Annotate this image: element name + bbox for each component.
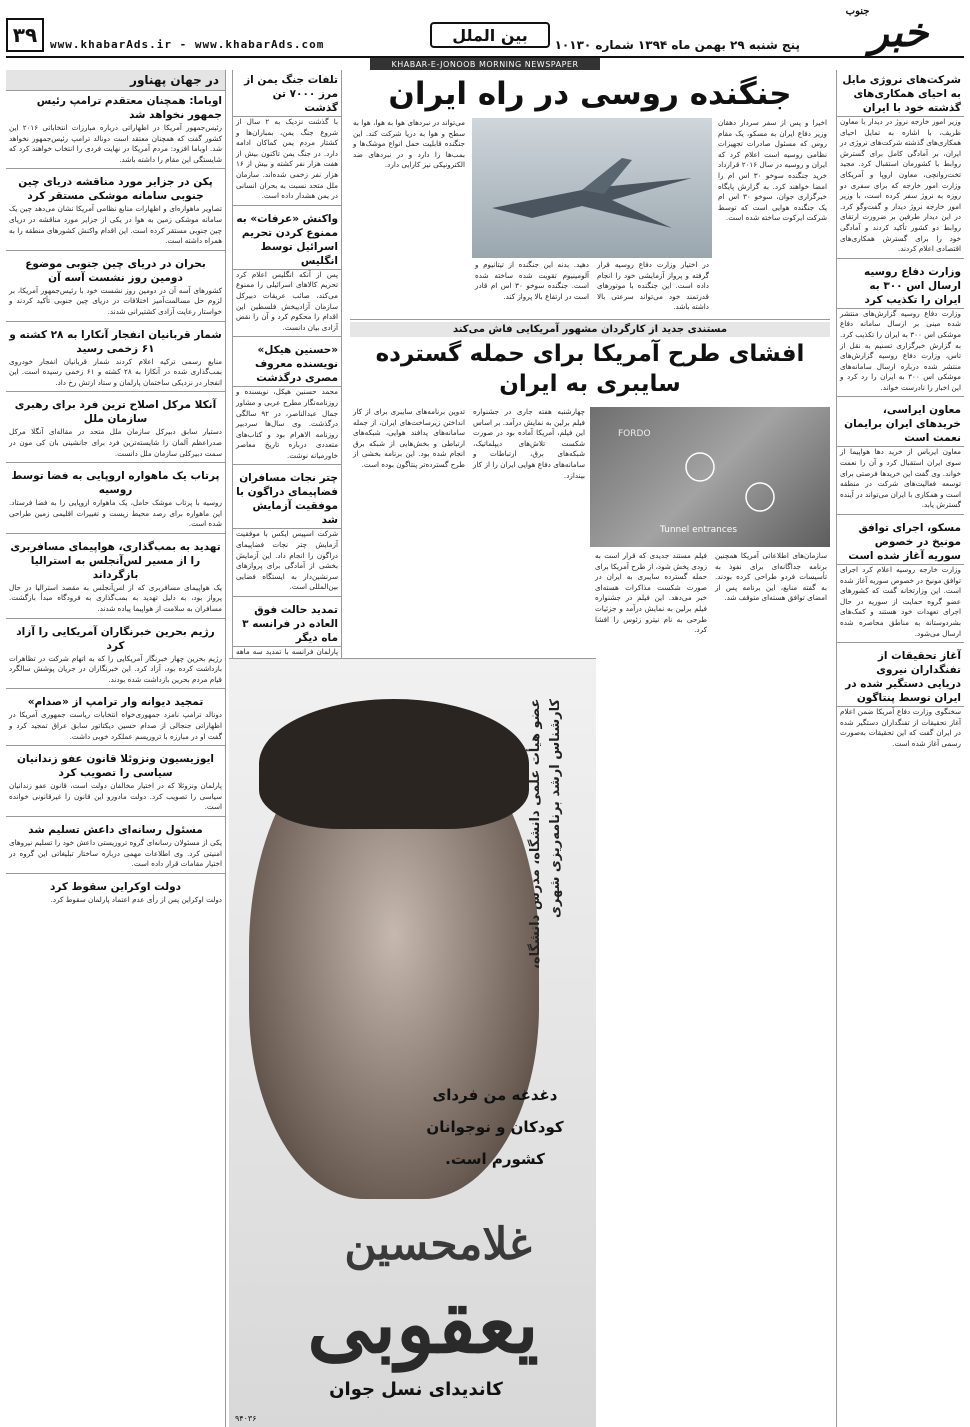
feature-col-1b: سازمان‌های اطلاعاتی آمریکا همچنین برنامه جداگانه‌ای برای نفوذ به تأسیسات فردو طراحی کرده بودند. به گفته منابع، این برنامه پس از امضای توافق هسته‌ای متوقف شد.: [715, 551, 827, 603]
headline-bomb-threat: تهدید به بمب‌گذاری، هواپیمای مسافربری را از مسیر لس‌آنجلس به استرالیا بازگرداند: [10, 540, 221, 581]
article-yemen: با گذشت نزدیک به ۲ سال از شروع جنگ یمن، بمباران‌ها و کشتار مردم یمن کماکان ادامه دارد. در جنگ یمن تاکنون بیش از هفت هزار نفر کشته و بیش از ۱۶ هزار نفر زخمی شده‌اند. سازمان ملل متحد نسبت به بحران انسانی در یمن هشدار داده است.: [236, 117, 338, 201]
divider: [233, 464, 341, 465]
headline-beijing: پکن در جزایر مورد مناقشه دریای چین جنوبی سامانه موشکی مستقر کرد: [18, 176, 213, 203]
section-title: بین الملل: [430, 22, 550, 48]
divider: [6, 462, 225, 463]
divider: [837, 396, 964, 397]
headline-erekat: واکنش «عرفات» به ممنوع کردن تحریم اسرائیل توسط انگلیس: [233, 209, 341, 270]
campaign-advertisement: [229, 658, 596, 1427]
divider: [837, 258, 964, 259]
masthead-strip: KHABAR-E-JONOOB MORNING NEWSPAPER: [370, 58, 600, 70]
lead-body: [350, 118, 830, 318]
candidate-slogan: دغدغه من فردای کودکان و نوجوانان کشورم است.: [426, 1086, 564, 1168]
article-norway: وزیر امور خارجه نروژ در دیدار با معاون ظریف، با اشاره به تمایل احیای همکاری‌های گذشته شرکت‌های نروژی در ایران، بر آمادگی کامل برای گسترش روابط با کشورمان استقبال کرد. مجید تخت‌روانچی، معاون اروپا و آمریکای وزارت امور خارجه که برای سفری دو روزه به نروژ سفر کرده است، با وزیر امور خارجه نروژ دیدار و گفت‌وگو کرد. در این دیدار طرفین بر ضرورت ارتقای روابط دو کشور تأکید کردند و آمادگی خود را برای گسترش همکاری‌های اقتصادی اعلام کردند.: [840, 117, 961, 254]
divider: [6, 321, 225, 322]
issue-dateline: پنج شنبه ۲۹ بهمن ماه ۱۳۹۴ شماره ۱۰۱۳۰: [554, 38, 800, 52]
headline-ankara: شمار قربانیان انفجار آنکارا به ۲۸ کشته و ۶۱ زخمی رسید: [9, 328, 222, 355]
lead-col-3: در اختیار وزارت دفاع روسیه قرار گرفته و پرواز آزمایشی خود را انجام داده است. این جنگنده با موتورهای قدرتمند خود می‌تواند سرعتی بالا داشته باشد.: [597, 260, 709, 312]
portrait-hair: [259, 699, 529, 829]
article-venezuela: پارلمان ونزوئلا که در اختیار مخالفان دولت است، قانون عفو زندانیان سیاسی را تصویب کرد. دولت مادورو این قانون را غیرقانونی خوانده است.: [9, 781, 222, 812]
world-banner: در جهان پهناور: [6, 70, 225, 91]
article-pentagon: سخنگوی وزارت دفاع آمریکا ضمن اعلام آغاز تحقیقات از تفنگداران دستگیر شده در ایران گفت که این تحقیقات به‌صورت رسمی آغاز شده است.: [840, 707, 961, 748]
divider: [6, 618, 225, 619]
lead-col-4: می‌تواند در نبردهای هوا به هوا، هوا به سطح و هوا به دریا شرکت کند. این جنگنده قابلیت حمل انواع موشک‌ها و بمب‌ها را دارد و در نبردهای ضد الکترونیکی نیز کارایی دارد.: [353, 118, 465, 170]
divider: [6, 168, 225, 169]
candidate-last-name: یعقوبی: [307, 1277, 539, 1371]
headline-munich: مسکو، اجرای توافق مونیخ در خصوص سوریه آغاز شده است: [837, 518, 964, 565]
lead-headline: جنگنده روسی در راه ایران: [388, 76, 792, 112]
photo-label-fordo: FORDO: [618, 429, 651, 439]
feature-col-4: تدوین برنامه‌های سایبری برای از کار انداختن زیرساخت‌های ایران، از جمله سامانه‌های پدافند هوایی، شبکه‌های ارتباطی و بخش‌هایی از شبکه برق انجام شده بود. این برنامه بخشی از طرح گسترده‌تر پنتاگون بوده است.: [353, 407, 465, 469]
article-satellite: روسیه با پرتاب موشک حامل، یک ماهواره اروپایی را به فضا فرستاد. این ماهواره برای رصد محیط زیست و تغییرات اقلیمی زمین طراحی شده است.: [9, 498, 222, 529]
divider: [6, 873, 225, 874]
article-beijing: تصاویر ماهواره‌ای و اظهارات منابع نظامی آمریکا نشان می‌دهد چین یک سامانه موشکی زمین به هوا در یکی از جزایر مورد مناقشه در دریای چین جنوبی مستقر کرده است. این اقدام واکنش کشورهای منطقه را به همراه داشته است.: [9, 204, 222, 246]
divider: [837, 514, 964, 515]
article-dragon: شرکت اسپیس ایکس با موفقیت آزمایش چتر نجات فضاپیمای دراگون را انجام داد. این آزمایش بخشی از آمادگی برای پروازهای سرنشین‌دار به ایستگاه فضایی بین‌المللی است.: [236, 529, 338, 592]
headline-bahrain: رژیم بحرین خبرنگاران آمریکایی را آزاد کرد: [16, 625, 215, 652]
article-heikal: محمد حسنین هیکل، نویسنده و روزنامه‌نگار مطرح عربی و مشاور جمال عبدالناصر، در ۹۲ سالگی درگذشت. وی سال‌ها سردبیر روزنامه الاهرام بود و کتاب‌های متعددی درباره تاریخ معاصر خاورمیانه نوشت.: [236, 387, 338, 460]
article-ankara: منابع رسمی ترکیه اعلام کردند شمار قربانیان انفجار خودروی بمب‌گذاری شده در آنکارا به ۲۸ کشته و ۶۱ زخمی رسیده است. این انفجار در نزدیکی ساختمان پارلمان و ستاد ارتش رخ داد.: [9, 356, 223, 387]
article-s300: وزارت دفاع روسیه گزارش‌های منتشر شده مبنی بر ارسال سامانه دفاع موشکی اس ۳۰۰ به ایران را تکذیب کرد. به گزارش خبرگزاری تسنیم به نقل از تاس، وزارت دفاع روسیه گزارش‌های منتشر شده درباره ارسال سامانه‌های موشکی اس ۳۰۰ به ایران را رد کرد و این اخبار را نادرست خواند.: [840, 308, 961, 392]
article-obama: رئیس‌جمهور آمریکا در اظهاراتی درباره مبارزات انتخاباتی ۲۰۱۶ این کشور گفت که همچنان معتقد است دونالد ترامپ رئیس‌جمهور نخواهد شد. اوباما افزود: مردم آمریکا در نهایت فردی را انتخاب خواهند کرد که شایستگی این مقام را داشته باشد.: [9, 123, 222, 164]
satellite-photo: [590, 407, 830, 547]
article-munich: وزارت خارجه روسیه اعلام کرد اجرای توافق مونیخ در خصوص سوریه آغاز شده است. این وزارتخانه گفت که کشورهای عضو گروه حمایت از سوریه در حال اجرای تعهدات خود هستند و کمک‌های بشردوستانه به مناطق محاصره شده ارسال می‌شود.: [839, 565, 961, 638]
headline-merkel: آنکلا مرکل اصلاح ترین فرد برای رهبری سازمان ملل: [14, 399, 217, 426]
left-column: [6, 70, 226, 1427]
candidate-first-name: غلامحسین: [344, 1219, 532, 1270]
feature-headline: افشای طرح آمریکا برای حمله گسترده سایبری به ایران: [375, 341, 805, 397]
divider: [837, 642, 964, 643]
page-header: [0, 0, 970, 70]
article-isis: یکی از مسئولان رسانه‌ای گروه تروریستی داعش خود را تسلیم نیروهای امنیتی کرد. وی اطلاعات مهمی درباره ساختار تبلیغاتی این گروه در اختیار مقامات قرار داده است.: [9, 838, 222, 869]
article-ukraine: دولت اوکراین پس از رأی عدم اعتماد پارلمان سقوط کرد.: [50, 894, 222, 904]
divider: [233, 596, 341, 597]
headline-dragon: چتر نجات مسافران فضاپیمای دراگون با موفقیت آزمایش شد: [233, 468, 341, 529]
ad-code: ۹۴۰۳۶: [235, 1414, 257, 1423]
lead-col-5: دهید. بدنه این جنگنده از تیتانیوم و آلومینیوم تقویت شده ساخته شده است. جنگنده سوخو ۳۰ اس ام قادر است در ارتفاع بالا پرواز کند.: [475, 260, 589, 301]
feature-col-3: چهارشنبه هفته جاری در جشنواره فیلم برلین به نمایش درآمد. بر اساس این فیلم، آمریکا آماده بود در صورت شکست تلاش‌های دیپلماتیک، شبکه‌های برق، ارتباطات و سامانه‌های دفاع هوایی ایران را از کار بیندازد.: [473, 407, 585, 480]
article-merkel: دستیار سابق دبیرکل سازمان ملل متحد در مقاله‌ای آنگلا مرکل صدراعظم آلمان را شایسته‌ترین فرد برای جانشینی بان کی مون در سمت دبیرکلی سازمان ملل دانست.: [9, 427, 222, 458]
divider: [233, 336, 341, 337]
feature-kicker: مستندی جدید از کارگردان مشهور آمریکایی فاش می‌کند: [350, 322, 830, 337]
page-number: ۳۹: [6, 18, 44, 52]
headline-satellite: پرتاب یک ماهواره اروپایی به فضا توسط روسیه: [11, 470, 220, 497]
newspaper-logo: [810, 6, 960, 58]
divider: [6, 688, 225, 689]
candidate-tagline: کاندیدای نسل جوان: [329, 1379, 503, 1400]
headline-s300: وزارت دفاع روسیه ارسال اس ۳۰۰ به ایران را تکذیب کرد: [837, 262, 964, 309]
headline-obama: اوباما: همچنان معتقدم ترامپ رئیس جمهور نخواهد شد: [36, 95, 222, 121]
article-erekat: پس از آنکه انگلیس اعلام کرد تحریم کالاهای اسرائیلی را ممنوع می‌کند، صائب عریقات دبیرکل سازمان آزادیبخش فلسطین این اقدام را محکوم کرد و آن را نقض آزادی بیان دانست.: [236, 269, 338, 332]
photo-label-tunnels: Tunnel entrances: [660, 525, 738, 535]
headline-asean: بحران در دریای چین جنوبی موضوع دومین روز نشست آسه آن: [25, 257, 206, 284]
divider: [6, 391, 225, 392]
candidate-credentials: عضو هیأت علمی دانشگاه، مدرس دانشگاه، کارشناس ارشد برنامه‌ریزی شهری: [528, 699, 563, 970]
headline-ukraine: دولت اوکراین سقوط کرد: [49, 880, 182, 893]
article-trump-saddam: دونالد ترامپ نامزد جمهوری‌خواه انتخابات ریاست جمهوری آمریکا در اظهاراتی جنجالی از صدام حسین دیکتاتور سابق عراق تمجید کرد و گفت او در مبارزه با تروریسم عملکرد خوبی داشت.: [9, 710, 222, 741]
lead-story: [350, 70, 830, 320]
article-asean: کشورهای آسه آن در دومین روز نشست خود با رئیس‌جمهور آمریکا، بر لزوم حل مسالمت‌آمیز اختلافات در دریای چین جنوبی تأکید کردند و خواستار رعایت آزادی کشتیرانی شدند.: [9, 285, 222, 316]
divider: [6, 533, 225, 534]
lead-col-1: اخیرا و پس از سفر سردار دهقان وزیر دفاع ایران به مسکو، یک مقام روس که مسئول صادرات تجهیزات نظامی روسیه است اعلام کرد که ایران و روسیه در سال ۲۰۱۶ قرارداد خرید جنگنده سوخو ۳۰ اس ام را امضا خواهند کرد. به گزارش پایگاه خبرگزاری جوان، سوخو ۳۰ اس ام یک جنگنده هوایی است که توسط شرکت ایرکوت ساخته شده است.: [718, 118, 827, 223]
logo-text: خبر: [869, 8, 929, 56]
headline-airbus: معاون ایراسی، خریدهای ایران برایمان نعمت است: [837, 400, 964, 447]
divider: [6, 250, 225, 251]
article-bahrain: رژیم بحرین چهار خبرنگار آمریکایی را که به اتهام شرکت در تظاهرات بازداشت کرده بود، آزاد کرد. این خبرنگاران در جریان پوشش سالگرد قیام مردم بحرین بازداشت شده بودند.: [9, 653, 222, 684]
headline-venezuela: ایوزیسیون ونزوئلا قانون عفو زندانیان سیاسی را تصویب کرد: [16, 753, 215, 780]
article-bomb-threat: یک هواپیمای مسافربری که از لس‌آنجلس به مقصد استرالیا در حال پرواز بود، به دلیل تهدید به بمب‌گذاری به فرودگاه مبدأ بازگشت. مسافران به سلامت از هواپیما پیاده شدند.: [9, 582, 222, 614]
headline-yemen: تلفات جنگ یمن از مرز ۷۰۰۰ تن گذشت: [233, 70, 341, 117]
divider: [233, 205, 341, 206]
headline-heikal: «حسنین هیکل» نویسنده معروف مصری درگذشت: [233, 340, 341, 387]
article-airbus: معاون ایرباس از خرید دها هواپیما از سوی ایران استقبال کرد و آن را نعمت خواند. وی گفت این خریدها فرصتی برای توسعه فعالیت‌های شرکت در منطقه است و همکاری با ایران می‌تواند در آینده گسترش یابد.: [840, 447, 961, 510]
headline-pentagon: آغاز تحقیقات از تفنگداران نیروی دریایی دستگیر شده در ایران توسط پنتاگون: [837, 646, 964, 707]
feature-col-2b: فیلم مستند جدیدی که قرار است به زودی پخش شود، از طرح آمریکا برای حمله گسترده سایبری به ایران در صورت شکست مذاکرات هسته‌ای خبر می‌دهد. این فیلم در جشنواره فیلم برلین به نمایش درآمد و جزئیات طرحی به نام نیترو زئوس را افشا کرد.: [595, 551, 707, 635]
feature-body: [350, 403, 830, 658]
article-france: پارلمان فرانسه با تمدید سه ماهه: [236, 647, 338, 657]
headline-france: تمدید حالت فوق العاده در فرانسه ۳ ماه دیگر: [233, 600, 341, 647]
logo-subtext: جنوب: [845, 6, 870, 17]
headline-isis: مسئول رسانه‌ای داعش تسلیم شد: [28, 824, 203, 836]
website-url[interactable]: www.khabarAds.ir - www.khabarAds.com: [50, 38, 325, 51]
divider: [6, 745, 225, 746]
divider: [6, 816, 225, 817]
jet-icon: [472, 118, 712, 258]
headline-trump-saddam: تمجید دیوانه وار ترامپ از «صدام»: [27, 696, 204, 709]
headline-norway: شرکت‌های نروژی مایل به احیای همکاری‌های گذشته خود با ایران: [837, 70, 964, 117]
right-column: [836, 70, 964, 1427]
feature-story: [350, 322, 830, 658]
fighter-jet-photo: [472, 118, 712, 258]
